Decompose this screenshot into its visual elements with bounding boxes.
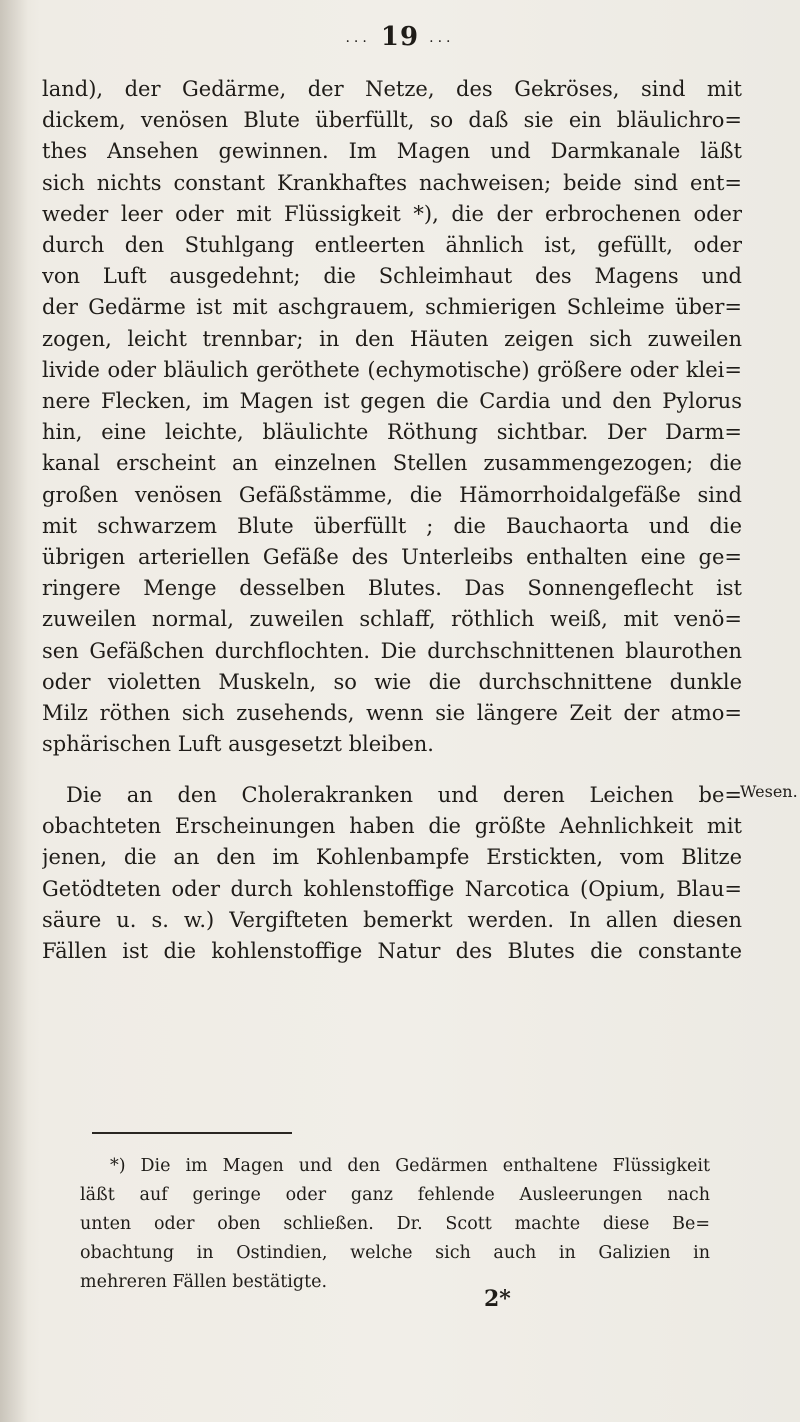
- text-line: sen Gefäßchen durchflochten. Die durchschnittenen blaurothen: [42, 638, 742, 663]
- text-line: sich nichts constant Krankhaftes nachweisen; beide sind ent=: [42, 170, 742, 195]
- text-line: säure u. s. w.) Vergifteten bemerkt werden. In allen diesen: [42, 907, 742, 932]
- page-number: 19: [380, 22, 420, 52]
- footnote-line: unten oder oben schließen. Dr. Scott machte diese Be=: [80, 1214, 710, 1234]
- text-line: übrigen arteriellen Gefäße des Unterleibs enthalten eine ge=: [42, 545, 742, 570]
- margin-note: Wesen.: [740, 782, 798, 801]
- footnote-line: obachtung in Ostindien, welche sich auch in Galizien in: [80, 1243, 710, 1263]
- text-line: livide oder bläulich geröthete (echymotische) größere oder klei=: [42, 357, 742, 382]
- text-line: durch den Stuhlgang entleerten ähnlich ist, gefüllt, oder: [42, 233, 742, 258]
- text-line: zogen, leicht trennbar; in den Häuten zeigen sich zuweilen: [42, 326, 742, 351]
- text-line: land), der Gedärme, der Netze, des Gekröses, sind mit: [42, 77, 742, 101]
- text-line: jenen, die an den im Kohlenbampfe Erstickten, vom Blitze: [42, 845, 742, 870]
- footnote-line: läßt auf geringe oder ganz fehlende Ausleerungen nach: [80, 1185, 710, 1205]
- text-line: mit schwarzem Blute überfüllt ; die Bauchaorta und die: [42, 513, 742, 538]
- footnote-line: mehreren Fällen bestätigte.: [80, 1272, 328, 1292]
- text-line: zuweilen normal, zuweilen schlaff, röthlich weiß, mit venö=: [42, 607, 742, 632]
- header-dots-left: ...: [345, 30, 371, 46]
- page-header: [0, 22, 800, 52]
- text-line: Getödteten oder durch kohlenstoffige Narcotica (Opium, Blau=: [42, 876, 742, 901]
- text-line: obachteten Erscheinungen haben die größte Aehnlichkeit mit: [42, 814, 742, 839]
- text-line: Fällen ist die kohlenstoffige Natur des Blutes die constante: [42, 939, 742, 964]
- text-line: ringere Menge desselben Blutes. Das Sonnengeflecht ist: [42, 576, 742, 601]
- text-line: nere Flecken, im Magen ist gegen die Cardia und den Pylorus: [42, 389, 742, 414]
- text-line: sphärischen Luft ausgesetzt bleiben.: [42, 732, 434, 757]
- text-line: weder leer oder mit Flüssigkeit *), die der erbrochenen oder: [42, 201, 742, 226]
- signature-mark: 2*: [484, 1286, 511, 1312]
- text-line: großen venösen Gefäßstämme, die Hämorrhoidalgefäße sind: [42, 482, 742, 507]
- footnote: [80, 1152, 710, 1297]
- text-line: von Luft ausgedehnt; die Schleimhaut des Magens und: [42, 264, 742, 289]
- footnote-line: *) Die im Magen und den Gedärmen enthaltene Flüssigkeit: [110, 1156, 710, 1176]
- paragraph-1: [42, 74, 742, 760]
- text-line: thes Ansehen gewinnen. Im Magen und Darmkanale läßt: [42, 139, 742, 164]
- paragraph-2: [42, 780, 742, 967]
- text-line: Milz röthen sich zusehends, wenn sie längere Zeit der atmo=: [42, 701, 742, 726]
- header-dots-right: ...: [429, 30, 455, 46]
- text-line: hin, eine leichte, bläulichte Röthung sichtbar. Der Darm=: [42, 420, 742, 445]
- text-line: der Gedärme ist mit aschgrauem, schmierigen Schleime über=: [42, 295, 742, 320]
- text-line: dickem, venösen Blute überfüllt, so daß sie ein bläulichro=: [42, 108, 742, 133]
- footnote-divider: [92, 1132, 292, 1134]
- text-line: kanal erscheint an einzelnen Stellen zusammengezogen; die: [42, 451, 742, 476]
- text-line: Die an den Cholerakranken und deren Leichen be=: [66, 783, 742, 807]
- text-line: oder violetten Muskeln, so wie die durchschnittene dunkle: [42, 669, 742, 694]
- page-gutter-shadow: [0, 0, 28, 1422]
